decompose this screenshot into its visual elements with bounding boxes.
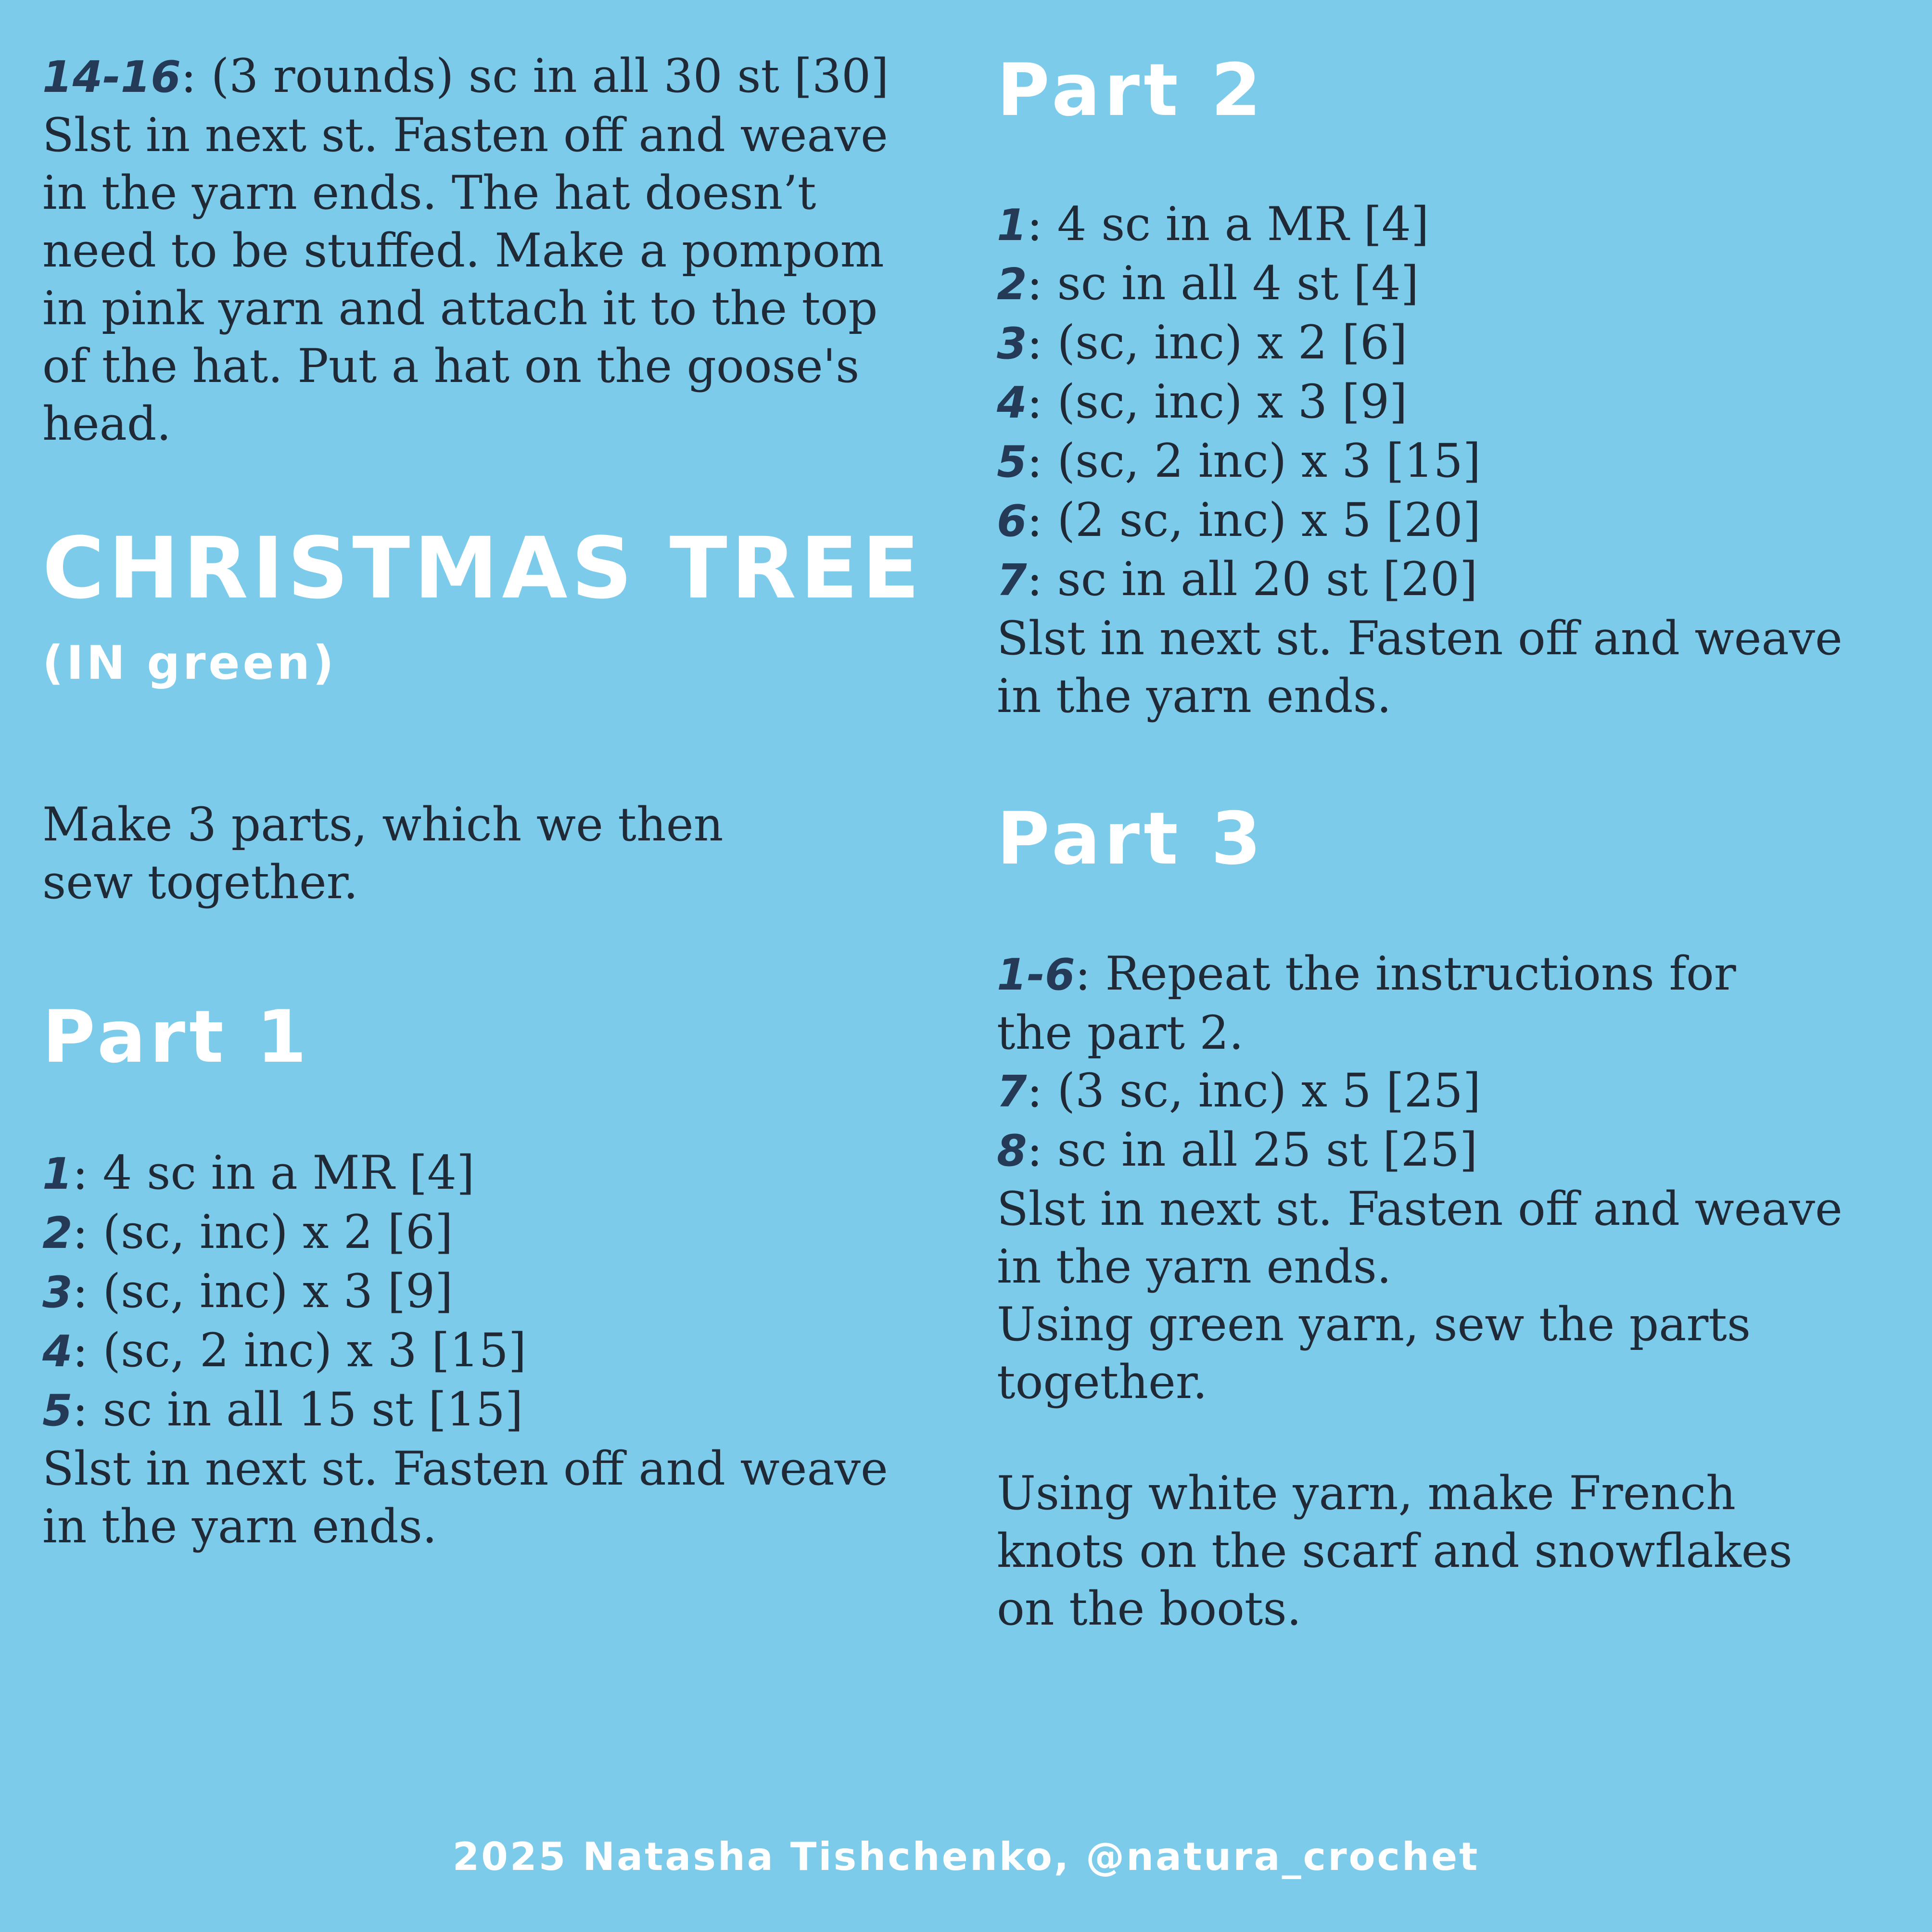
instruction-line: 2: (sc, inc) x 2 [6]	[42, 1205, 453, 1259]
instruction-line: 4: (sc, inc) x 3 [9]	[997, 375, 1408, 429]
instruction-line: need to be stuffed. Make a pompom	[42, 224, 884, 278]
round-number: 6	[997, 496, 1027, 547]
instruction-line: 8: sc in all 25 st [25]	[997, 1123, 1478, 1177]
instruction-line: head.	[42, 397, 171, 451]
instruction-block	[42, 47, 889, 453]
instruction-line: 14-16: (3 rounds) sc in all 30 st [30]	[42, 49, 889, 103]
instruction-line: in pink yarn and attach it to the top	[42, 281, 878, 335]
section-subtitle: (IN green)	[42, 636, 337, 690]
round-number: 8	[997, 1126, 1027, 1176]
round-number: 7	[997, 1067, 1027, 1117]
note-line: on the boots.	[997, 1582, 1302, 1636]
instruction-line: in the yarn ends. The hat doesn’t	[42, 166, 816, 220]
round-number: 5	[997, 437, 1027, 487]
instruction-line: Slst in next st. Fasten off and weave	[997, 611, 1843, 665]
round-number: 1	[42, 1149, 73, 1199]
finishing-note	[997, 1464, 1792, 1638]
round-number: 1	[997, 200, 1027, 251]
round-number: 7	[997, 555, 1027, 606]
instruction-line: Slst in next st. Fasten off and weave	[42, 108, 888, 162]
copyright-footer: 2025 Natasha Tishchenko, @natura_crochet	[452, 1834, 1480, 1879]
instruction-line: 5: (sc, 2 inc) x 3 [15]	[997, 434, 1481, 488]
instruction-line: Slst in next st. Fasten off and weave	[997, 1182, 1843, 1236]
round-number: 4	[997, 378, 1027, 428]
make-parts-note	[42, 796, 723, 911]
instruction-line: 2: sc in all 4 st [4]	[997, 256, 1419, 310]
round-number: 3	[997, 318, 1027, 369]
round-number: 4	[42, 1326, 73, 1377]
instruction-line: Slst in next st. Fasten off and weave	[42, 1442, 888, 1496]
part1-instructions	[42, 1144, 888, 1555]
instruction-line: 3: (sc, inc) x 3 [9]	[42, 1264, 453, 1318]
round-number: 14-16	[42, 52, 181, 102]
instruction-line: together.	[997, 1355, 1208, 1409]
instruction-line: of the hat. Put a hat on the goose's	[42, 339, 860, 393]
instruction-line: in the yarn ends.	[997, 669, 1392, 723]
round-number: 1-6	[997, 950, 1075, 1000]
part2-instructions	[997, 195, 1843, 725]
note-line: Using white yarn, make French	[997, 1466, 1736, 1520]
instruction-line: in the yarn ends.	[42, 1500, 437, 1553]
instruction-line: Using green yarn, sew the parts	[997, 1297, 1751, 1351]
instruction-line: 3: (sc, inc) x 2 [6]	[997, 316, 1408, 369]
note-line: sew together.	[42, 855, 358, 909]
instruction-line: 1: 4 sc in a MR [4]	[42, 1146, 475, 1200]
part3-instructions	[997, 945, 1843, 1411]
part3-title: Part 3	[997, 797, 1265, 881]
section-title: CHRISTMAS TREE	[42, 519, 924, 618]
hat-finish-instructions	[42, 47, 889, 453]
instruction-line: in the yarn ends.	[997, 1240, 1392, 1294]
instruction-line: 1-6: Repeat the instructions for	[997, 947, 1736, 1001]
instruction-line: 5: sc in all 15 st [15]	[42, 1383, 523, 1436]
round-number: 2	[997, 259, 1027, 310]
instruction-line: 4: (sc, 2 inc) x 3 [15]	[42, 1323, 527, 1377]
instruction-line: 6: (2 sc, inc) x 5 [20]	[997, 493, 1481, 547]
instruction-line: the part 2.	[997, 1006, 1244, 1060]
round-number: 2	[42, 1208, 73, 1258]
part1-title: Part 1	[42, 995, 311, 1079]
round-number: 5	[42, 1385, 73, 1436]
round-number: 3	[42, 1267, 73, 1318]
note-line: Make 3 parts, which we then	[42, 798, 724, 852]
instruction-line: 7: sc in all 20 st [20]	[997, 552, 1478, 606]
instruction-line: 1: 4 sc in a MR [4]	[997, 197, 1429, 251]
note-line: knots on the scarf and snowflakes	[997, 1524, 1792, 1578]
part2-title: Part 2	[997, 49, 1265, 132]
instruction-line: 7: (3 sc, inc) x 5 [25]	[997, 1064, 1481, 1118]
